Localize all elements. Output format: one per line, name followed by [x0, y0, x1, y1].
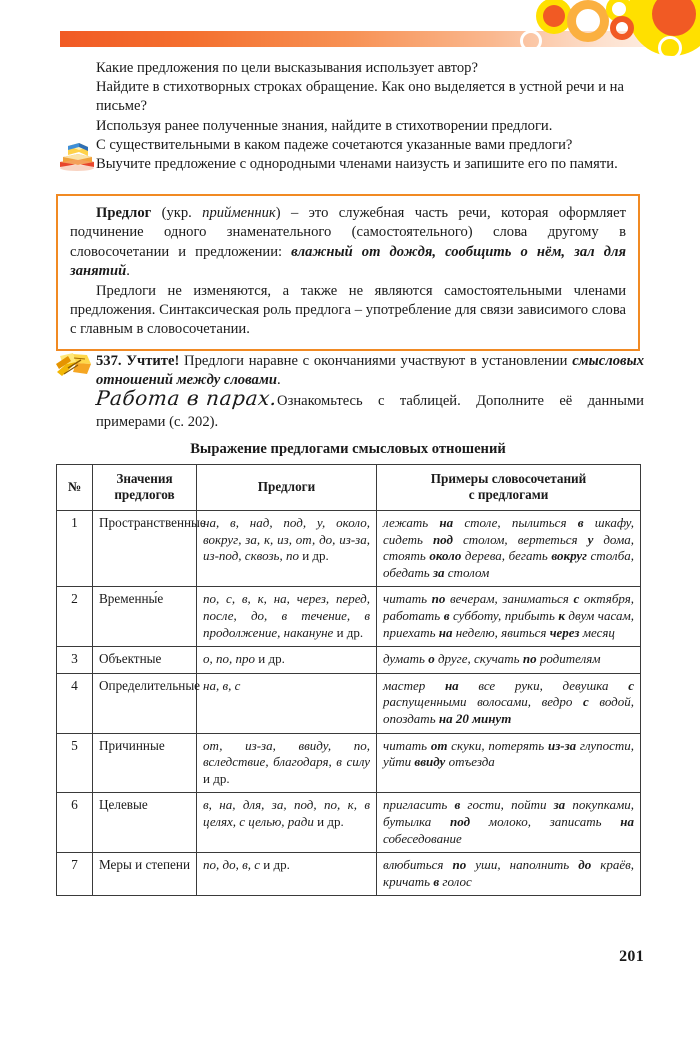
cell-number: 1: [57, 511, 93, 587]
cell-number: 5: [57, 733, 93, 793]
table-row: [57, 587, 641, 647]
table-title: Выражение предлогами смысловых отношений: [190, 441, 506, 457]
cell-examples: читать от скуки, потерять из-за глупости, уйти ввиду отъезда: [377, 733, 641, 793]
cell-meaning: Пространственные: [93, 511, 197, 587]
table-row: [57, 647, 641, 674]
definition-text-b: ) – это служебная часть речи, которая оформляет подчинение одного знаменательного (самостоятельного) слова другому в словосочетании и предложении:: [70, 205, 626, 260]
pairwork-label: Работа в парах.: [94, 386, 279, 410]
cell-number: 4: [57, 673, 93, 733]
cell-meaning: Объектные: [93, 647, 197, 674]
circle-ring-orange-small: [610, 16, 634, 40]
table-row: [57, 853, 641, 896]
col-header-meaning-line2: предлогов: [114, 487, 175, 502]
col-header-examples: [377, 465, 641, 511]
cell-number: 2: [57, 587, 93, 647]
table-row: [57, 673, 641, 733]
col-header-number: №: [57, 465, 93, 511]
col-header-examples-line2: с предлогами: [468, 487, 549, 502]
cell-meaning: Причинные: [93, 733, 197, 793]
definition-box: [56, 194, 640, 351]
definition-examples: влажный от дождя, сообщить о нём, зал для занятий: [70, 243, 626, 280]
cell-meaning: Определительные: [93, 673, 197, 733]
page-number: 201: [619, 948, 644, 965]
col-header-meaning-line1: Значения: [116, 471, 173, 486]
intro-line: Найдите в стихотворных строках обращение. Как оно выделяется в устной речи и на письме?: [96, 79, 624, 115]
definition-paragraph-1: [70, 204, 626, 282]
cell-prepositions: на, в, над, под, у, около, вокруг, за, к, из, от, до, из-за, из-под, сквозь, по и др.: [197, 511, 377, 587]
col-header-prepositions: Предлоги: [197, 465, 377, 511]
intro-line: Выучите предложение с однородными членами наизусть и запишите его по памяти.: [96, 156, 618, 173]
cell-number: 7: [57, 853, 93, 896]
intro-line: Используя ранее полученные знания, найдите в стихотворении предлоги.: [96, 117, 553, 134]
cell-prepositions: в, на, для, за, под, по, к, в целях, с целью, ради и др.: [197, 793, 377, 853]
table-row: [57, 511, 641, 587]
cell-examples: пригласить в гости, пойти за покупками, бутылка под молоко, записать на собеседование: [377, 793, 641, 853]
cell-examples: лежать на столе, пылиться в шкафу, сидеть под столом, вертеться у дома, стоять около дерева, бегать вокруг столба, обедать за столом: [377, 511, 641, 587]
books-icon: [56, 138, 98, 172]
open-book-exercise-icon: [54, 350, 94, 380]
cell-prepositions: на, в, с: [197, 673, 377, 733]
prepositions-meaning-table: [56, 464, 641, 896]
cell-prepositions: по, до, в, с и др.: [197, 853, 377, 896]
pairwork-instruction: [96, 388, 644, 433]
exercise-text-b: .: [276, 372, 281, 389]
col-header-examples-line1: Примеры словосочетаний: [430, 471, 587, 486]
exercise-text-a: Предлоги наравне с окончаниями участвуют в установлении: [179, 353, 573, 369]
exercise-keyword: Учтите!: [126, 353, 180, 369]
cell-examples: мастер на все руки, девушка с распущенными волосами, ведро с водой, опоздать на 20 минут: [377, 673, 641, 733]
header-circles-graphic: [510, 0, 700, 56]
definition-text-a: (укр.: [151, 205, 203, 221]
cell-number: 3: [57, 647, 93, 674]
definition-paragraph-2: Предлоги не изменяются, а также не являются самостоятельными членами предложения. Синтаксическая роль предлога – употребление для связи зависимого слова с главным в словосочетании.: [70, 282, 626, 338]
definition-period: .: [126, 263, 130, 280]
cell-meaning: Целевые: [93, 793, 197, 853]
cell-meaning: Временны́е: [93, 587, 197, 647]
exercise-537: [96, 352, 644, 390]
intro-line: Какие предложения по цели высказывания использует автор?: [96, 60, 478, 76]
intro-line: С существительными в каком падеже сочетаются указанные вами предлоги?: [96, 136, 573, 153]
col-header-meaning: [93, 465, 197, 511]
cell-prepositions: от, из-за, ввиду, по, вследствие, благодаря, в силу и др.: [197, 733, 377, 793]
table-row: [57, 793, 641, 853]
cell-prepositions: о, по, про и др.: [197, 647, 377, 674]
circle-ring-amber: [567, 0, 609, 42]
exercise-emphasis: смысловых отношений между словами: [96, 353, 644, 389]
table-body: [57, 511, 641, 896]
circle-ring-white-left: [520, 30, 542, 52]
pairwork-text: Ознакомьтесь с таблицей. Дополните её данными примерами (с. 202).: [96, 393, 644, 430]
cell-meaning: Меры и степени: [93, 853, 197, 896]
exercise-number: 537.: [96, 353, 122, 369]
circle-ring-white-right: [658, 36, 682, 56]
table-row: [57, 733, 641, 793]
table-header-row: [57, 465, 641, 511]
cell-examples: читать по вечерам, заниматься с октября, работать в субботу, прибыть к двум часам, приехать на неделю, явиться через месяц: [377, 587, 641, 647]
circle-orange-dot-1: [543, 5, 565, 27]
cell-prepositions: по, с, в, к, на, через, перед, после, до, в течение, в продолжение, накануне и др.: [197, 587, 377, 647]
cell-examples: думать о друге, скучать по родителям: [377, 647, 641, 674]
intro-questions: [96, 59, 644, 174]
definition-term: Предлог: [96, 205, 152, 221]
definition-ukrainian-term: прийменник: [202, 205, 276, 221]
cell-examples: влюбиться по уши, наполнить до краёв, кричать в голос: [377, 853, 641, 896]
page-header-decoration: [0, 0, 700, 56]
cell-number: 6: [57, 793, 93, 853]
